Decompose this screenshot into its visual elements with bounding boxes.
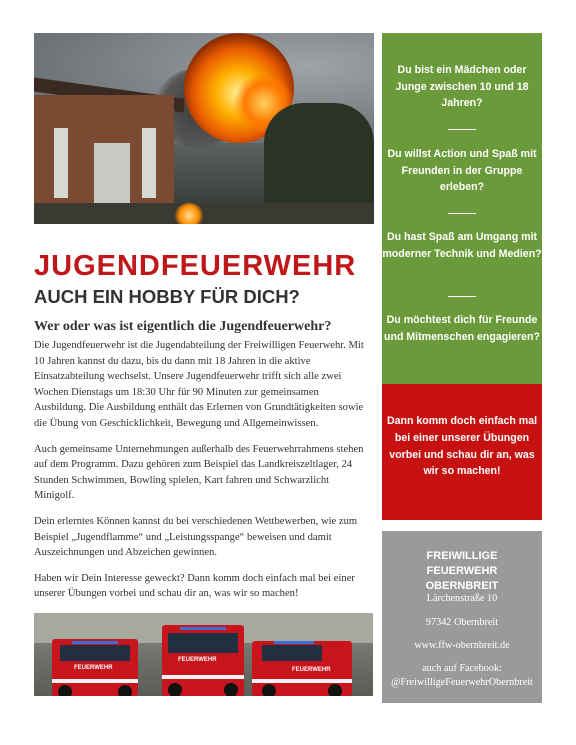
sidebar-question: Du bist ein Mädchen oder Junge zwischen 10 und 18 Jahren? [395,64,529,110]
organization-name-line: FREIWILLIGE [426,550,498,562]
article-paragraph: Auch gemeinsame Unternehmungen außerhalb des Feuerwehrrahmens stehen auf dem Programm. Dazu gehören zum Beispiel das Landkreiszeltlager, 24 Stunden Schwimmen, Bowling spielen, Kart fahren und Schwarzlicht Minigolf. [34,443,364,502]
photo-ground [34,203,374,224]
sidebar-call-to-action [382,384,542,520]
truck-wheel [224,683,238,696]
truck-label: FEUERWEHR [292,667,331,673]
sidebar-separator [448,213,476,214]
sidebar-separator [448,296,476,297]
photo-ground-fire [174,203,204,224]
sidebar-contact [382,531,542,703]
sidebar-questions [382,33,542,384]
article-paragraph: Die Jugendfeuerwehr ist die Jugendabteilung der Freiwilligen Feuerwehr. Mit 10 Jahren kannst du dazu, bis du dann mit 18 Jahren in die aktive Einsatzabteilung wechselst. Unsere Jugendfeuerwehr trifft sich alle zwei Wochen Dienstags um 18:30 Uhr für 90 Minuten zur gemeinsamen Ausbildung. Die Ausbildung enthält das Erlernen von Grundtätigkeiten sowie die Übung von Geschicklichkeit, Bewegung und Allgemeinwissen. [34,340,364,429]
organization-name-line: OBERNBREIT [425,580,499,593]
fire-trucks-photo [34,613,373,696]
contact-website[interactable]: www.ffw-obernbreit.de [414,640,510,651]
page-subtitle: AUCH EIN HOBBY FÜR DICH? [34,286,300,307]
photo-window [142,128,156,198]
organization-name-line: FEUERWEHR [426,565,498,578]
sidebar-question: Du willst Action und Spaß mit Freunden in der Gruppe erleben? [387,148,537,194]
sidebar-question: Du hast Spaß am Umgang mit moderner Technik und Medien? [382,231,542,260]
contact-facebook-handle[interactable]: @FreiwilligeFeuerwehrObernbreit [391,677,533,688]
truck-wheel [328,684,342,696]
article-body [34,338,370,612]
truck-wheel [58,685,72,696]
fire-truck [162,625,244,696]
truck-wheel [262,684,276,696]
organization-name [382,549,542,595]
photo-window [54,128,68,198]
article-question: Wer oder was ist eigentlich die Jugendfeuerwehr? [34,319,332,334]
article-paragraph: Dein erlerntes Können kannst du bei verschiedenen Wettbewerben, wie zum Beispiel „Jugendflamme“ und „Leistungsspange“ beweisen und damit Auszeichnungen und Abzeichen gewinnen. [34,515,358,559]
sidebar-question: Du möchtest dich für Freunde und Mitmenschen engagieren? [384,314,540,343]
truck-wheel [118,685,132,696]
hero-explosion-photo [34,33,374,224]
contact-facebook-label: auch auf Facebook: [422,663,502,674]
truck-wheel [168,683,182,696]
article-paragraph: Haben wir Dein Interesse geweckt? Dann komm doch einfach mal bei einer unserer Übungen vorbei und schau dir an, was wir so machen! [34,572,355,600]
contact-city: 97342 Obernbreit [425,617,499,628]
call-to-action-text: Dann komm doch einfach mal bei einer unserer Übungen vorbei und schau dir an, was wir so machen! [386,415,538,478]
sidebar-separator [448,129,476,130]
page-title: JUGENDFEUERWEHR [34,250,357,282]
truck-label: FEUERWEHR [74,665,113,671]
fire-truck [252,641,352,696]
contact-street: Lärchenstraße 10 [426,593,498,604]
truck-label: FEUERWEHR [178,657,217,663]
fire-truck [52,639,138,696]
